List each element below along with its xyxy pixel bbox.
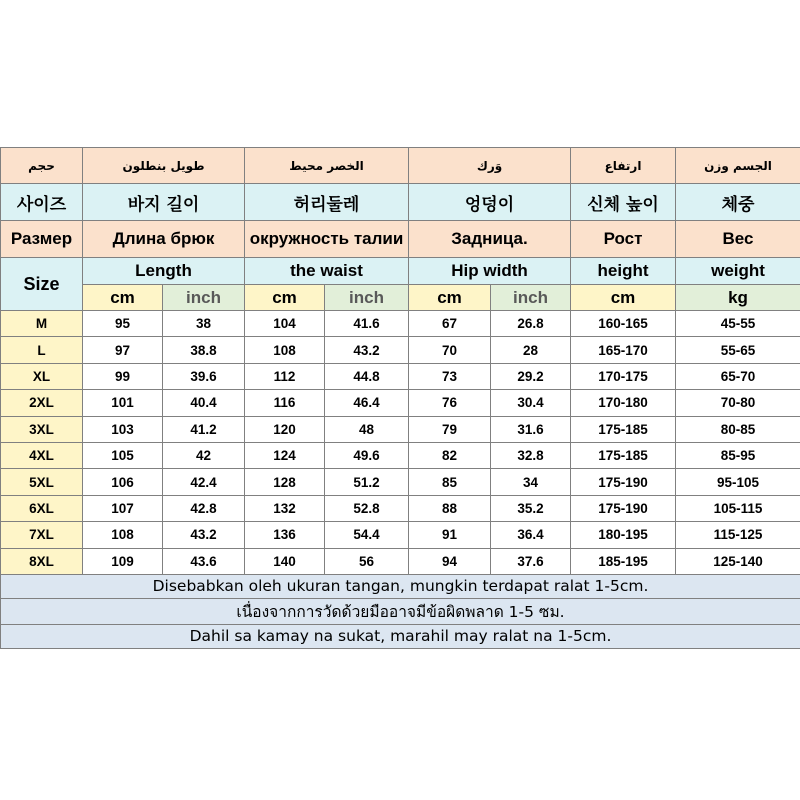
value-cell: 104 xyxy=(245,311,325,337)
value-cell: 54.4 xyxy=(325,522,409,548)
value-cell: 175-185 xyxy=(571,442,676,468)
value-cell: 124 xyxy=(245,442,325,468)
size-cell: 3XL xyxy=(1,416,83,442)
header-cell: Вес xyxy=(676,221,800,258)
unit-inch: inch xyxy=(491,285,571,311)
value-cell: 105-115 xyxy=(676,495,800,521)
value-cell: 37.6 xyxy=(491,548,571,574)
value-cell: 91 xyxy=(409,522,491,548)
data-body xyxy=(1,311,800,575)
value-cell: 95 xyxy=(83,311,163,337)
hip-header: Hip width xyxy=(409,258,571,285)
value-cell: 103 xyxy=(83,416,163,442)
value-cell: 70 xyxy=(409,337,491,363)
header-cell: окружность талии xyxy=(245,221,409,258)
value-cell: 73 xyxy=(409,363,491,389)
header-row-korean xyxy=(1,184,800,221)
value-cell: 185-195 xyxy=(571,548,676,574)
value-cell: 40.4 xyxy=(163,390,245,416)
header-cell: 체중 xyxy=(676,184,800,221)
table-row xyxy=(1,311,800,337)
table-row xyxy=(1,522,800,548)
value-cell: 82 xyxy=(409,442,491,468)
unit-cm: cm xyxy=(83,285,163,311)
value-cell: 65-70 xyxy=(676,363,800,389)
waist-header: the waist xyxy=(245,258,409,285)
header-cell: Рост xyxy=(571,221,676,258)
size-cell: 5XL xyxy=(1,469,83,495)
value-cell: 39.6 xyxy=(163,363,245,389)
table-row xyxy=(1,390,800,416)
header-cell: الجسم وزن xyxy=(676,148,800,184)
size-cell: 6XL xyxy=(1,495,83,521)
value-cell: 43.2 xyxy=(325,337,409,363)
note-text: เนื่องจากการวัดด้วยมืออาจมีข้อผิดพลาด 1-5 ซม. xyxy=(1,598,800,624)
value-cell: 175-190 xyxy=(571,495,676,521)
value-cell: 44.8 xyxy=(325,363,409,389)
value-cell: 67 xyxy=(409,311,491,337)
value-cell: 99 xyxy=(83,363,163,389)
value-cell: 46.4 xyxy=(325,390,409,416)
value-cell: 106 xyxy=(83,469,163,495)
note-row xyxy=(1,624,800,648)
unit-cm: cm xyxy=(245,285,325,311)
value-cell: 42.4 xyxy=(163,469,245,495)
value-cell: 32.8 xyxy=(491,442,571,468)
table-row xyxy=(1,469,800,495)
value-cell: 88 xyxy=(409,495,491,521)
value-cell: 76 xyxy=(409,390,491,416)
value-cell: 95-105 xyxy=(676,469,800,495)
value-cell: 35.2 xyxy=(491,495,571,521)
value-cell: 170-175 xyxy=(571,363,676,389)
value-cell: 112 xyxy=(245,363,325,389)
table-row xyxy=(1,442,800,468)
header-cell: Задница. xyxy=(409,221,571,258)
length-header: Length xyxy=(83,258,245,285)
value-cell: 107 xyxy=(83,495,163,521)
height-header: height xyxy=(571,258,676,285)
value-cell: 94 xyxy=(409,548,491,574)
unit-row xyxy=(1,285,800,311)
table-row xyxy=(1,363,800,389)
value-cell: 120 xyxy=(245,416,325,442)
note-text: Disebabkan oleh ukuran tangan, mungkin terdapat ralat 1-5cm. xyxy=(1,574,800,598)
table-row xyxy=(1,495,800,521)
header-cell: وَرك xyxy=(409,148,571,184)
value-cell: 165-170 xyxy=(571,337,676,363)
value-cell: 115-125 xyxy=(676,522,800,548)
value-cell: 70-80 xyxy=(676,390,800,416)
value-cell: 41.2 xyxy=(163,416,245,442)
size-cell: L xyxy=(1,337,83,363)
value-cell: 97 xyxy=(83,337,163,363)
value-cell: 125-140 xyxy=(676,548,800,574)
value-cell: 43.2 xyxy=(163,522,245,548)
value-cell: 38 xyxy=(163,311,245,337)
header-cell: Длина брюк xyxy=(83,221,245,258)
value-cell: 180-195 xyxy=(571,522,676,548)
table-row xyxy=(1,416,800,442)
value-cell: 31.6 xyxy=(491,416,571,442)
value-cell: 26.8 xyxy=(491,311,571,337)
value-cell: 80-85 xyxy=(676,416,800,442)
value-cell: 56 xyxy=(325,548,409,574)
value-cell: 41.6 xyxy=(325,311,409,337)
value-cell: 109 xyxy=(83,548,163,574)
size-chart-table xyxy=(0,147,800,649)
size-cell: 2XL xyxy=(1,390,83,416)
value-cell: 30.4 xyxy=(491,390,571,416)
size-header: Size xyxy=(1,258,83,311)
value-cell: 116 xyxy=(245,390,325,416)
value-cell: 51.2 xyxy=(325,469,409,495)
unit-kg: kg xyxy=(676,285,800,311)
value-cell: 52.8 xyxy=(325,495,409,521)
header-cell: 허리둘레 xyxy=(245,184,409,221)
size-cell: 4XL xyxy=(1,442,83,468)
weight-header: weight xyxy=(676,258,800,285)
size-cell: 7XL xyxy=(1,522,83,548)
unit-inch: inch xyxy=(163,285,245,311)
value-cell: 85 xyxy=(409,469,491,495)
unit-inch: inch xyxy=(325,285,409,311)
unit-cm: cm xyxy=(409,285,491,311)
header-row-arabic xyxy=(1,148,800,184)
header-cell: 신체 높이 xyxy=(571,184,676,221)
value-cell: 108 xyxy=(245,337,325,363)
value-cell: 28 xyxy=(491,337,571,363)
value-cell: 132 xyxy=(245,495,325,521)
note-text: Dahil sa kamay na sukat, marahil may ralat na 1-5cm. xyxy=(1,624,800,648)
note-row xyxy=(1,574,800,598)
value-cell: 42.8 xyxy=(163,495,245,521)
value-cell: 36.4 xyxy=(491,522,571,548)
value-cell: 85-95 xyxy=(676,442,800,468)
header-cell: الخصر محيط xyxy=(245,148,409,184)
value-cell: 101 xyxy=(83,390,163,416)
table-row xyxy=(1,548,800,574)
value-cell: 140 xyxy=(245,548,325,574)
header-cell: حجم xyxy=(1,148,83,184)
value-cell: 38.8 xyxy=(163,337,245,363)
value-cell: 175-190 xyxy=(571,469,676,495)
value-cell: 42 xyxy=(163,442,245,468)
value-cell: 108 xyxy=(83,522,163,548)
value-cell: 175-185 xyxy=(571,416,676,442)
value-cell: 160-165 xyxy=(571,311,676,337)
value-cell: 136 xyxy=(245,522,325,548)
header-cell: 엉덩이 xyxy=(409,184,571,221)
header-cell: 사이즈 xyxy=(1,184,83,221)
unit-cm: cm xyxy=(571,285,676,311)
value-cell: 49.6 xyxy=(325,442,409,468)
value-cell: 34 xyxy=(491,469,571,495)
size-cell: XL xyxy=(1,363,83,389)
value-cell: 170-180 xyxy=(571,390,676,416)
value-cell: 48 xyxy=(325,416,409,442)
value-cell: 79 xyxy=(409,416,491,442)
header-cell: ارتفاع xyxy=(571,148,676,184)
value-cell: 45-55 xyxy=(676,311,800,337)
header-cell: 바지 길이 xyxy=(83,184,245,221)
note-row xyxy=(1,598,800,624)
value-cell: 128 xyxy=(245,469,325,495)
value-cell: 105 xyxy=(83,442,163,468)
header-row-english xyxy=(1,258,800,285)
header-cell: طويل بنطلون xyxy=(83,148,245,184)
header-cell: Размер xyxy=(1,221,83,258)
table-row xyxy=(1,337,800,363)
header-row-russian xyxy=(1,221,800,258)
value-cell: 55-65 xyxy=(676,337,800,363)
value-cell: 29.2 xyxy=(491,363,571,389)
size-cell: M xyxy=(1,311,83,337)
size-cell: 8XL xyxy=(1,548,83,574)
value-cell: 43.6 xyxy=(163,548,245,574)
